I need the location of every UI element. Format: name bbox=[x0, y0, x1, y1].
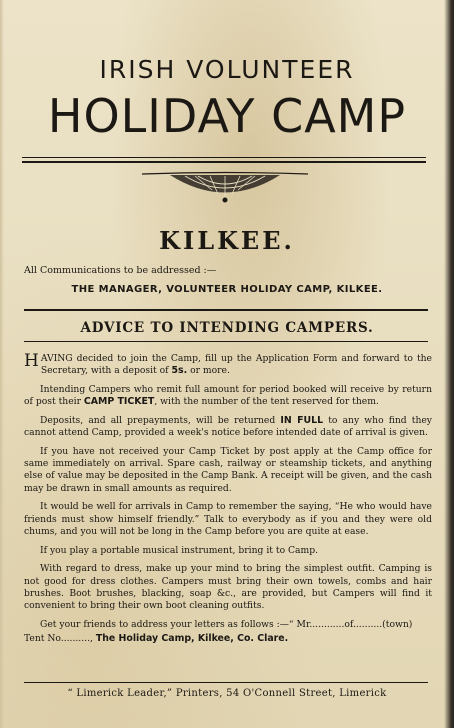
section-rule-1 bbox=[24, 309, 428, 311]
paragraph-8: Get your friends to address your letters as follows :—“ Mr............of..........(town) bbox=[40, 618, 413, 630]
title-line-2: HOLIDAY CAMP bbox=[47, 89, 407, 143]
header-rule-top bbox=[22, 157, 426, 158]
footer-rule bbox=[24, 682, 428, 683]
tent-line: Tent No.........., The Holiday Camp, Kilkee, Co. Clare. bbox=[24, 633, 289, 645]
place-heading: KILKEE. bbox=[159, 226, 295, 255]
header-rule-bottom bbox=[22, 161, 426, 163]
paragraph-3: Deposits, and all prepayments, will be returned IN FULL to any who find they cannot attend Camp, provided a week's notice before intended date of arrival is given. bbox=[24, 415, 432, 439]
printer-imprint: “ Limerick Leader,” Printers, 54 O'Connell Street, Limerick bbox=[67, 688, 387, 699]
paragraph-7: With regard to dress, make up your mind to bring the simplest outfit. Camping is not good for dress clothes. Campers must bring their own towels, combs and hair brushes. Boot brushes, blacking, soap &c., are provided, but Campers will find it convenient to bring their own boot cleaning outfits. bbox=[24, 563, 432, 612]
paragraph-5: It would be well for arrivals in Camp to remember the saying, “He who would have friends must show himself friendly.” Talk to everybody as if you and they were old chums, and you will not be long in the Camp before you are quite at ease. bbox=[24, 501, 432, 537]
drop-cap: H bbox=[24, 351, 39, 371]
section-rule-2 bbox=[24, 341, 428, 342]
advice-body bbox=[24, 353, 432, 652]
paragraph-2: Intending Campers who remit full amount for period booked will receive by return of post their CAMP TICKET, with the number of the tent reserved for them. bbox=[24, 384, 432, 408]
paragraph-4: If you have not received your Camp Ticket by post apply at the Camp office for same immediately on arrival. Spare cash, railway or steamship tickets, and anything else of value may be deposited in the Camp Bank. A receipt will be given, and the cash may be drawn in small amounts as required. bbox=[24, 446, 432, 494]
paragraph-1: HAVING decided to join the Camp, fill up the Application Form and forward to the Secretary, with a deposit of 5s. or more. bbox=[24, 351, 432, 377]
fan-ornament-icon bbox=[140, 170, 310, 206]
paragraph-6: If you play a portable musical instrument, bring it to Camp. bbox=[40, 544, 319, 556]
advice-heading: ADVICE TO INTENDING CAMPERS. bbox=[80, 320, 374, 336]
communications-address: THE MANAGER, VOLUNTEER HOLIDAY CAMP, KILKEE. bbox=[71, 284, 383, 295]
communications-label: All Communications to be addressed :— bbox=[24, 265, 217, 276]
title-line-1: IRISH VOLUNTEER bbox=[99, 55, 355, 84]
